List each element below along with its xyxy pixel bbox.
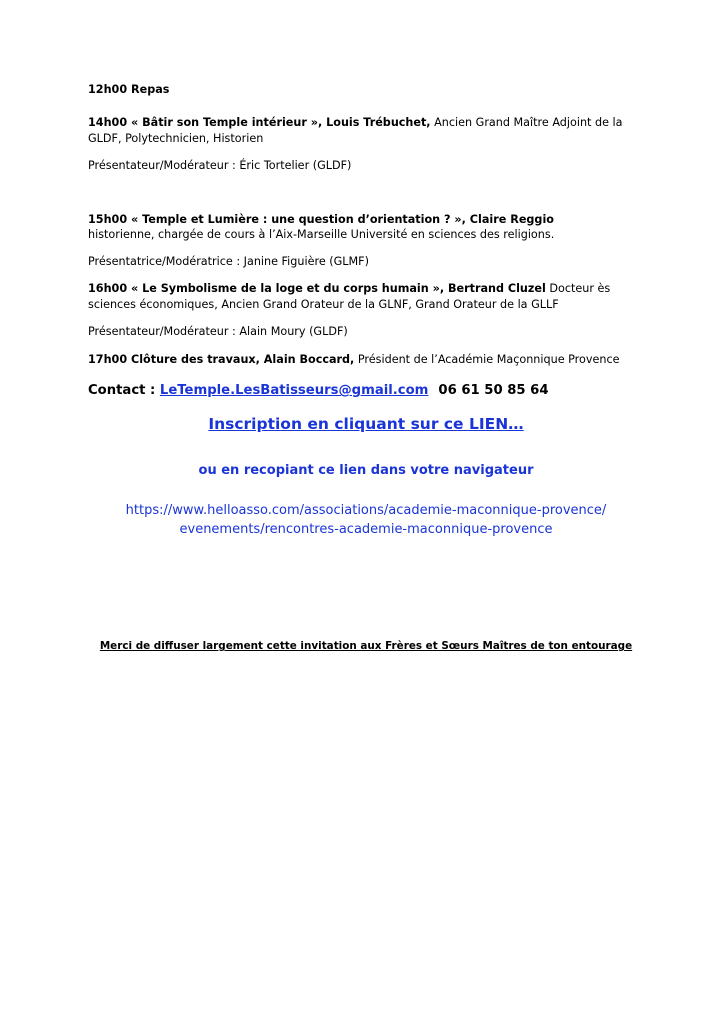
registration-link[interactable]: Inscription en cliquant sur ce LIEN… (208, 414, 524, 433)
closing-session-title: 17h00 Clôture des travaux, Alain Boccard, (88, 352, 355, 366)
contact-email-link[interactable]: LeTemple.LesBatisseurs@gmail.com (159, 382, 429, 398)
registration-link-wrap (88, 414, 644, 433)
session-1-detail: Ancien Grand Maître Adjoint de la GLDF, Polytechnicien, Historien (88, 116, 623, 145)
closing-session (88, 352, 644, 367)
schedule-item-lunch: 12h00 Repas (88, 83, 170, 96)
closing-session-detail: Président de l’Académie Maçonnique Provence (354, 352, 620, 366)
session-1 (88, 115, 644, 146)
document-body (88, 82, 644, 653)
session-1-title: 14h00 « Bâtir son Temple intérieur », Louis Trébuchet, (88, 116, 431, 130)
contact-label: Contact : (88, 382, 160, 398)
session-2 (88, 212, 644, 243)
registration-url-line-1: https://www.helloasso.com/associations/academie-maconnique-provence/ (125, 502, 607, 518)
session-3 (88, 281, 644, 312)
session-3-moderator: Présentateur/Modérateur : Alain Moury (GLDF) (88, 325, 348, 339)
session-3-title: 16h00 « Le Symbolisme de la loge et du corps humain », Bertrand Cluzel (88, 282, 546, 296)
registration-url[interactable] (88, 502, 644, 540)
session-3-detail: Docteur ès sciences économiques, Ancien Grand Orateur de la GLNF, Grand Orateur de la GLLF (88, 282, 611, 311)
session-2-moderator: Présentatrice/Modératrice : Janine Figuière (GLMF) (88, 254, 369, 268)
session-2-detail: historienne, chargée de cours à l’Aix-Marseille Université en sciences des religions. (88, 228, 555, 242)
session-1-moderator: Présentateur/Modérateur : Éric Tortelier (GLDF) (88, 159, 352, 173)
registration-alt-text: ou en recopiant ce lien dans votre navigateur (198, 462, 534, 478)
session-2-title: 15h00 « Temple et Lumière : une question d’orientation ? », Claire Reggio (88, 212, 554, 226)
contact-line (88, 383, 644, 398)
footer-note: Merci de diffuser largement cette invitation aux Frères et Sœurs Maîtres de ton entourage (99, 640, 633, 653)
contact-phone: 06 61 50 85 64 (438, 382, 549, 398)
registration-url-line-2: evenements/rencontres-academie-maconnique-provence (179, 521, 553, 537)
